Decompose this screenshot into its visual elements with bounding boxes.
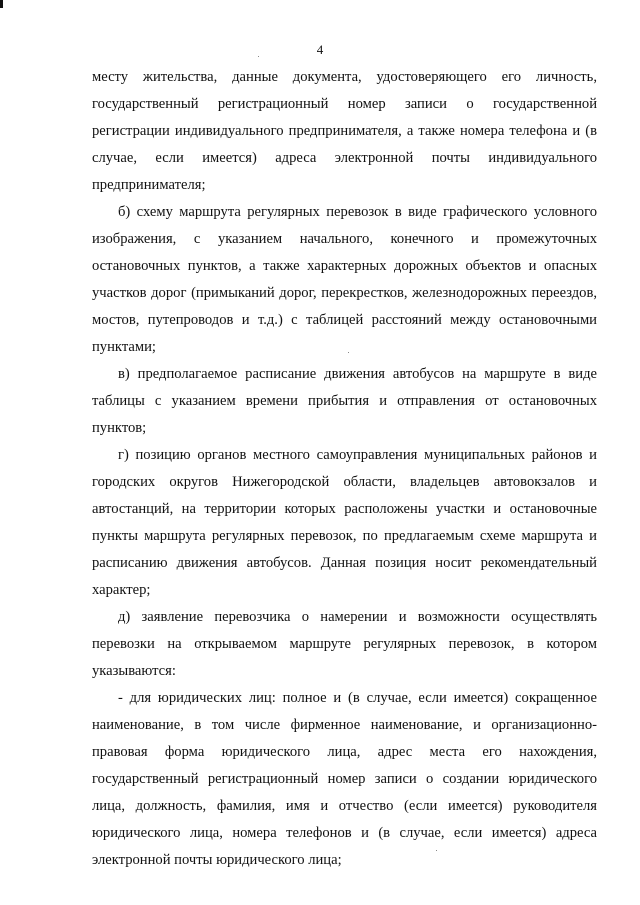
paragraph-continuation: месту жительства, данные документа, удостоверяющего его личность, государственный регистрационный номер записи о государственной регистрации индивидуального предпринимателя, а также номера телефона и (в случае, если имеется) адреса электронной почты индивидуального предпринимателя;	[92, 69, 597, 193]
paragraph-item-g: г) позицию органов местного самоуправления муниципальных районов и городских округов Нижегородской области, владельцев автовокзалов и автостанций, на территории которых расположены участки и остановочные пункты маршрута регулярных перевозок, по предлагаемым схеме маршрута и расписанию движения автобусов. Данная позиция носит рекомендательный характер;	[92, 447, 597, 598]
page-number: 4	[316, 42, 324, 57]
paragraph-subitem-legal-entities: - для юридических лиц: полное и (в случае, если имеется) сокращенное наименование, в том числе фирменное наименование, и организационно-правовая форма юридического лица, адрес места его нахождения, государственный регистрационный номер записи о создании юридического лица, должность, фамилия, имя и отчество (если имеется) руководителя юридического лица, номера телефонов и (в случае, если имеется) адреса электронной почты юридического лица;	[92, 690, 597, 868]
document-body	[92, 64, 597, 874]
paragraph-item-b: б) схему маршрута регулярных перевозок в виде графического условного изображения, с указанием начального, конечного и промежуточных остановочных пунктов, а также характерных дорожных объектов и опасных участков дорог (примыканий дорог, перекрестков, железнодорожных переездов, мостов, путепроводов и т.д.) с таблицей расстояний между остановочными пунктами;	[92, 204, 597, 355]
paragraph-item-v: в) предполагаемое расписание движения автобусов на маршруте в виде таблицы с указанием времени прибытия и отправления от остановочных пунктов;	[92, 366, 597, 436]
scan-edge-mark	[0, 0, 3, 8]
paragraph-item-d: д) заявление перевозчика о намерении и возможности осуществлять перевозки на открываемом маршруте регулярных перевозок, в котором указываются:	[92, 609, 597, 679]
